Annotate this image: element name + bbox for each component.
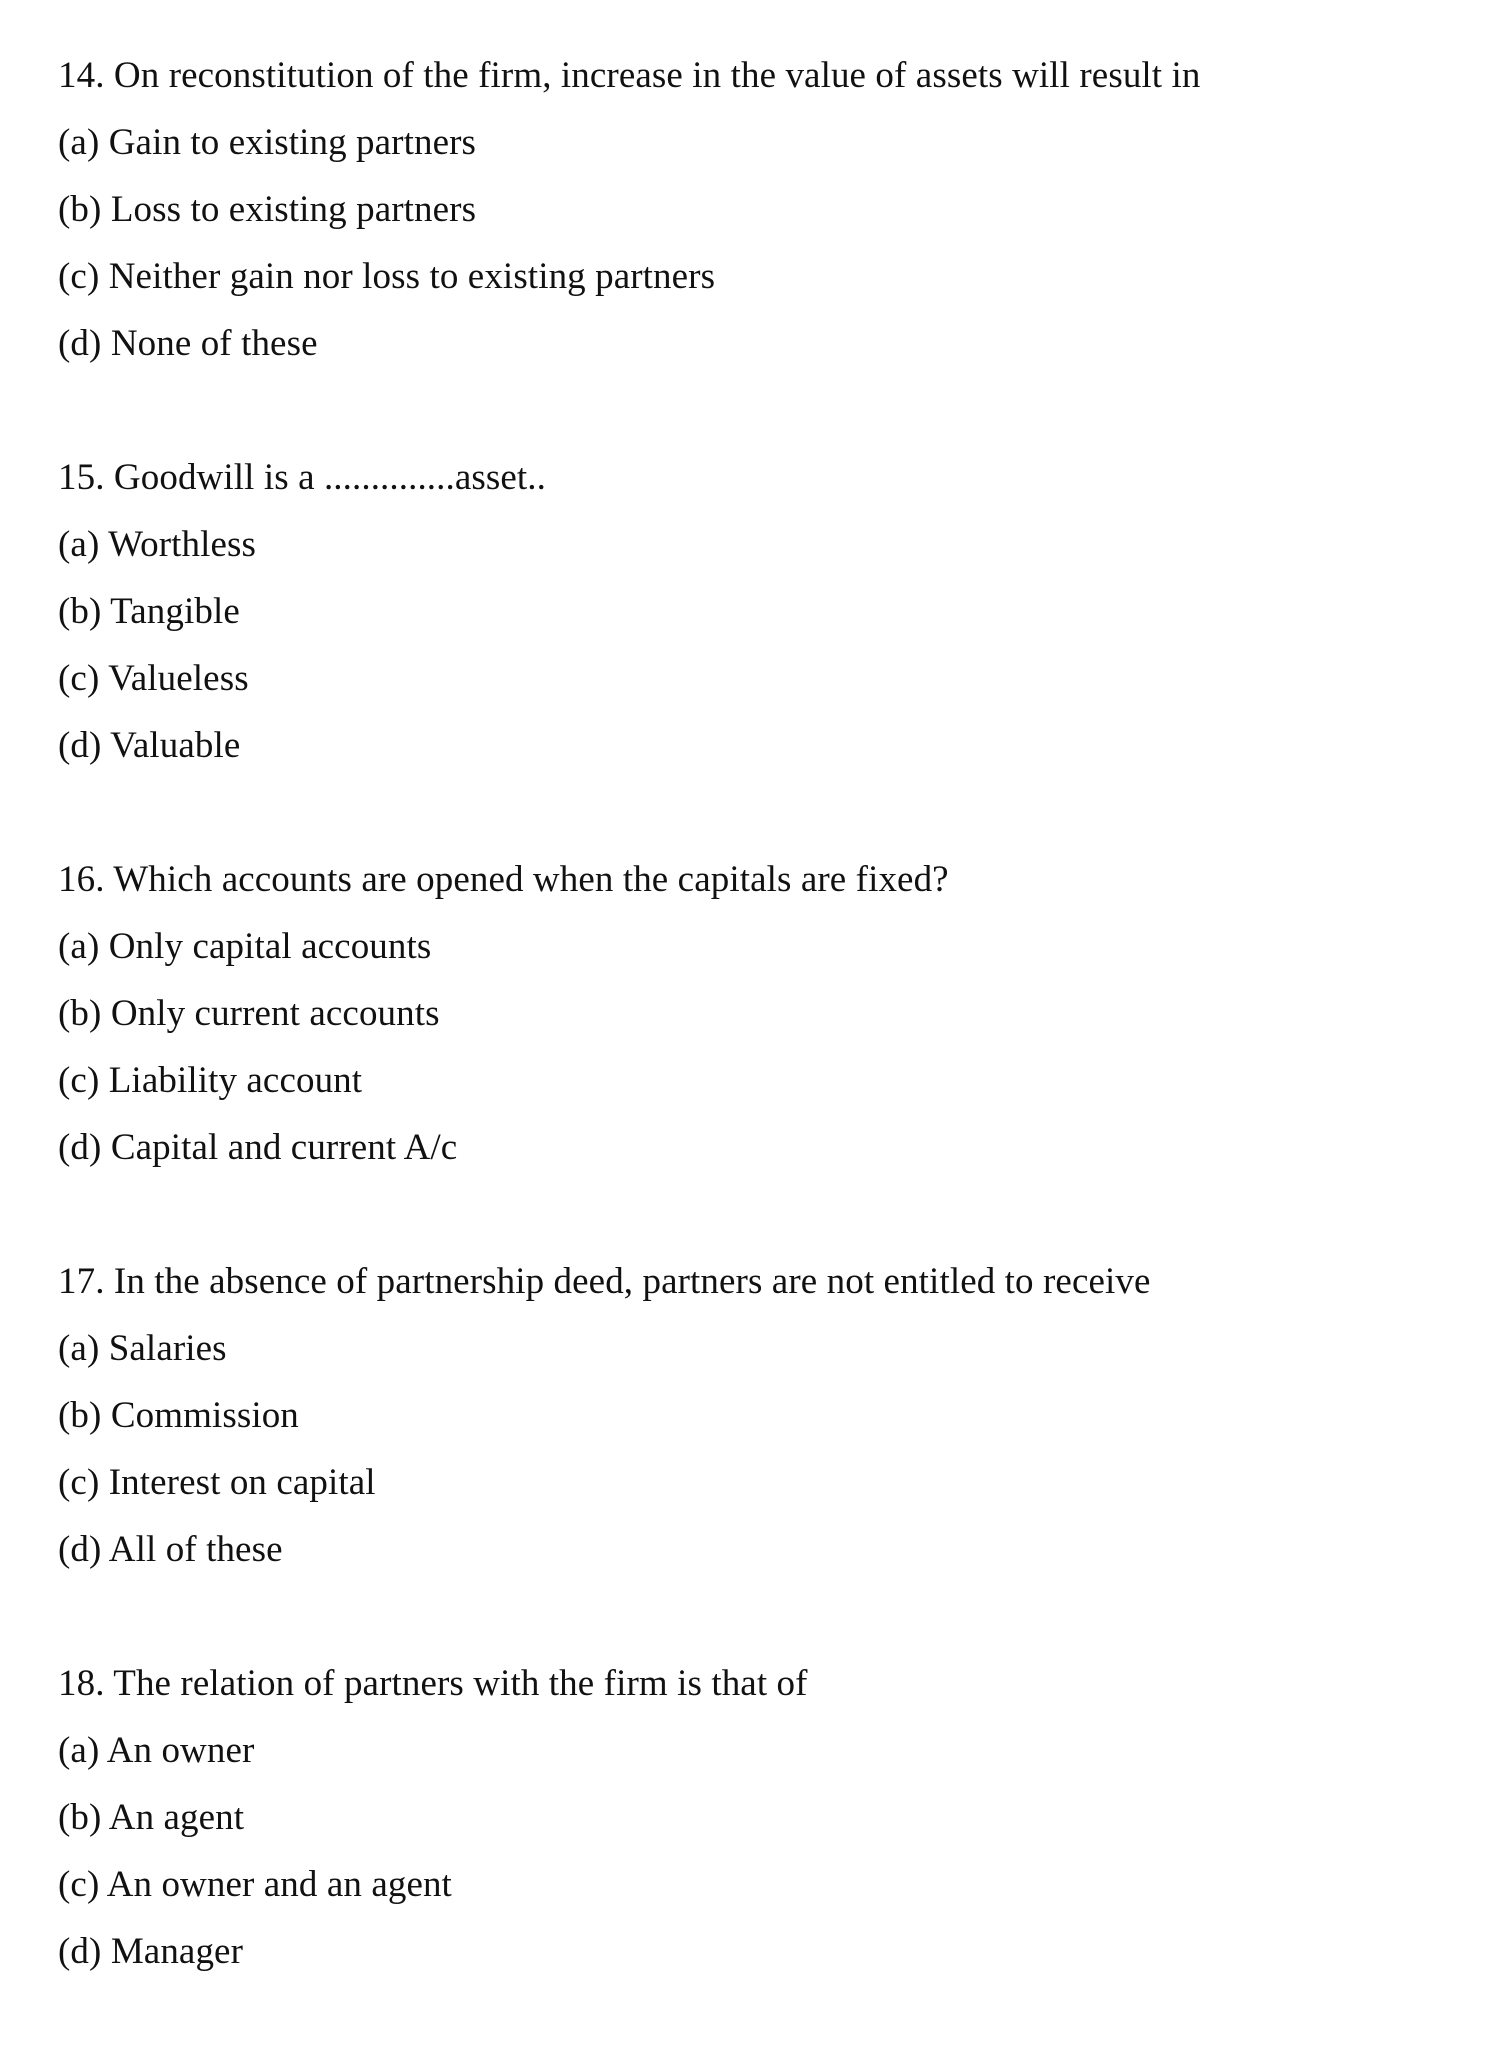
option-a — [58, 109, 1458, 176]
option-text: Only capital accounts — [108, 926, 432, 967]
option-a — [58, 511, 1458, 578]
option-a — [58, 913, 1458, 980]
option-d — [58, 1516, 1458, 1583]
question-text: On reconstitution of the firm, increase in the value of assets will result in — [113, 55, 1201, 96]
option-text: Only current accounts — [110, 993, 440, 1034]
option-d — [58, 712, 1458, 779]
option-label: (b) — [58, 1797, 102, 1838]
option-b — [58, 1784, 1458, 1851]
option-text: Neither gain nor loss to existing partners — [108, 256, 716, 297]
option-c — [58, 645, 1458, 712]
option-text: An owner — [106, 1730, 255, 1771]
option-label: (a) — [58, 1328, 100, 1369]
question-stem — [58, 846, 1458, 913]
option-label: (b) — [58, 189, 102, 230]
question-stem — [58, 1248, 1458, 1315]
option-text: Valuable — [110, 725, 241, 766]
option-b — [58, 980, 1458, 1047]
option-d — [58, 1918, 1458, 1985]
option-label: (b) — [58, 591, 102, 632]
question-14 — [58, 42, 1458, 377]
question-number: 15. — [58, 457, 105, 498]
question-text: The relation of partners with the firm is that of — [113, 1663, 808, 1704]
question-stem — [58, 1650, 1458, 1717]
option-b — [58, 578, 1458, 645]
question-15 — [58, 444, 1458, 779]
question-18 — [58, 1650, 1458, 1985]
option-a — [58, 1315, 1458, 1382]
question-text: Which accounts are opened when the capitals are fixed? — [113, 859, 949, 900]
option-d — [58, 1114, 1458, 1181]
option-text: Interest on capital — [108, 1462, 376, 1503]
option-d — [58, 310, 1458, 377]
option-label: (d) — [58, 1931, 102, 1972]
option-text: Tangible — [110, 591, 240, 632]
option-b — [58, 1382, 1458, 1449]
option-label: (d) — [58, 323, 102, 364]
question-stem — [58, 444, 1458, 511]
question-16 — [58, 846, 1458, 1181]
question-17 — [58, 1248, 1458, 1583]
option-label: (c) — [58, 1462, 100, 1503]
option-text: Loss to existing partners — [110, 189, 477, 230]
option-text: Commission — [110, 1395, 299, 1436]
option-c — [58, 243, 1458, 310]
option-label: (a) — [58, 524, 100, 565]
option-text: Valueless — [108, 658, 249, 699]
option-text: Manager — [110, 1931, 243, 1972]
option-label: (b) — [58, 1395, 102, 1436]
option-text: An owner and an agent — [106, 1864, 452, 1905]
option-text: Salaries — [108, 1328, 227, 1369]
option-label: (c) — [58, 658, 100, 699]
option-c — [58, 1851, 1458, 1918]
option-text: Liability account — [108, 1060, 363, 1101]
option-text: Capital and current A/c — [110, 1127, 458, 1168]
option-a — [58, 1717, 1458, 1784]
option-label: (a) — [58, 1730, 100, 1771]
option-label: (a) — [58, 926, 100, 967]
option-text: None of these — [110, 323, 318, 364]
option-label: (b) — [58, 993, 102, 1034]
option-c — [58, 1047, 1458, 1114]
question-number: 16. — [58, 859, 105, 900]
mcq-page — [58, 42, 1458, 2052]
question-text: In the absence of partnership deed, partners are not entitled to receive — [113, 1261, 1151, 1302]
option-b — [58, 176, 1458, 243]
option-text: Gain to existing partners — [108, 122, 477, 163]
option-text: All of these — [108, 1529, 283, 1570]
question-number: 18. — [58, 1663, 105, 1704]
option-label: (c) — [58, 1864, 100, 1905]
option-c — [58, 1449, 1458, 1516]
question-text: Goodwill is a ..............asset.. — [113, 457, 546, 498]
question-number: 14. — [58, 55, 105, 96]
option-text: Worthless — [108, 524, 257, 565]
question-stem — [58, 42, 1458, 109]
option-label: (a) — [58, 122, 100, 163]
option-label: (c) — [58, 256, 100, 297]
option-text: An agent — [108, 1797, 245, 1838]
option-label: (d) — [58, 1127, 102, 1168]
option-label: (d) — [58, 725, 102, 766]
option-label: (c) — [58, 1060, 100, 1101]
question-number: 17. — [58, 1261, 105, 1302]
option-label: (d) — [58, 1529, 102, 1570]
